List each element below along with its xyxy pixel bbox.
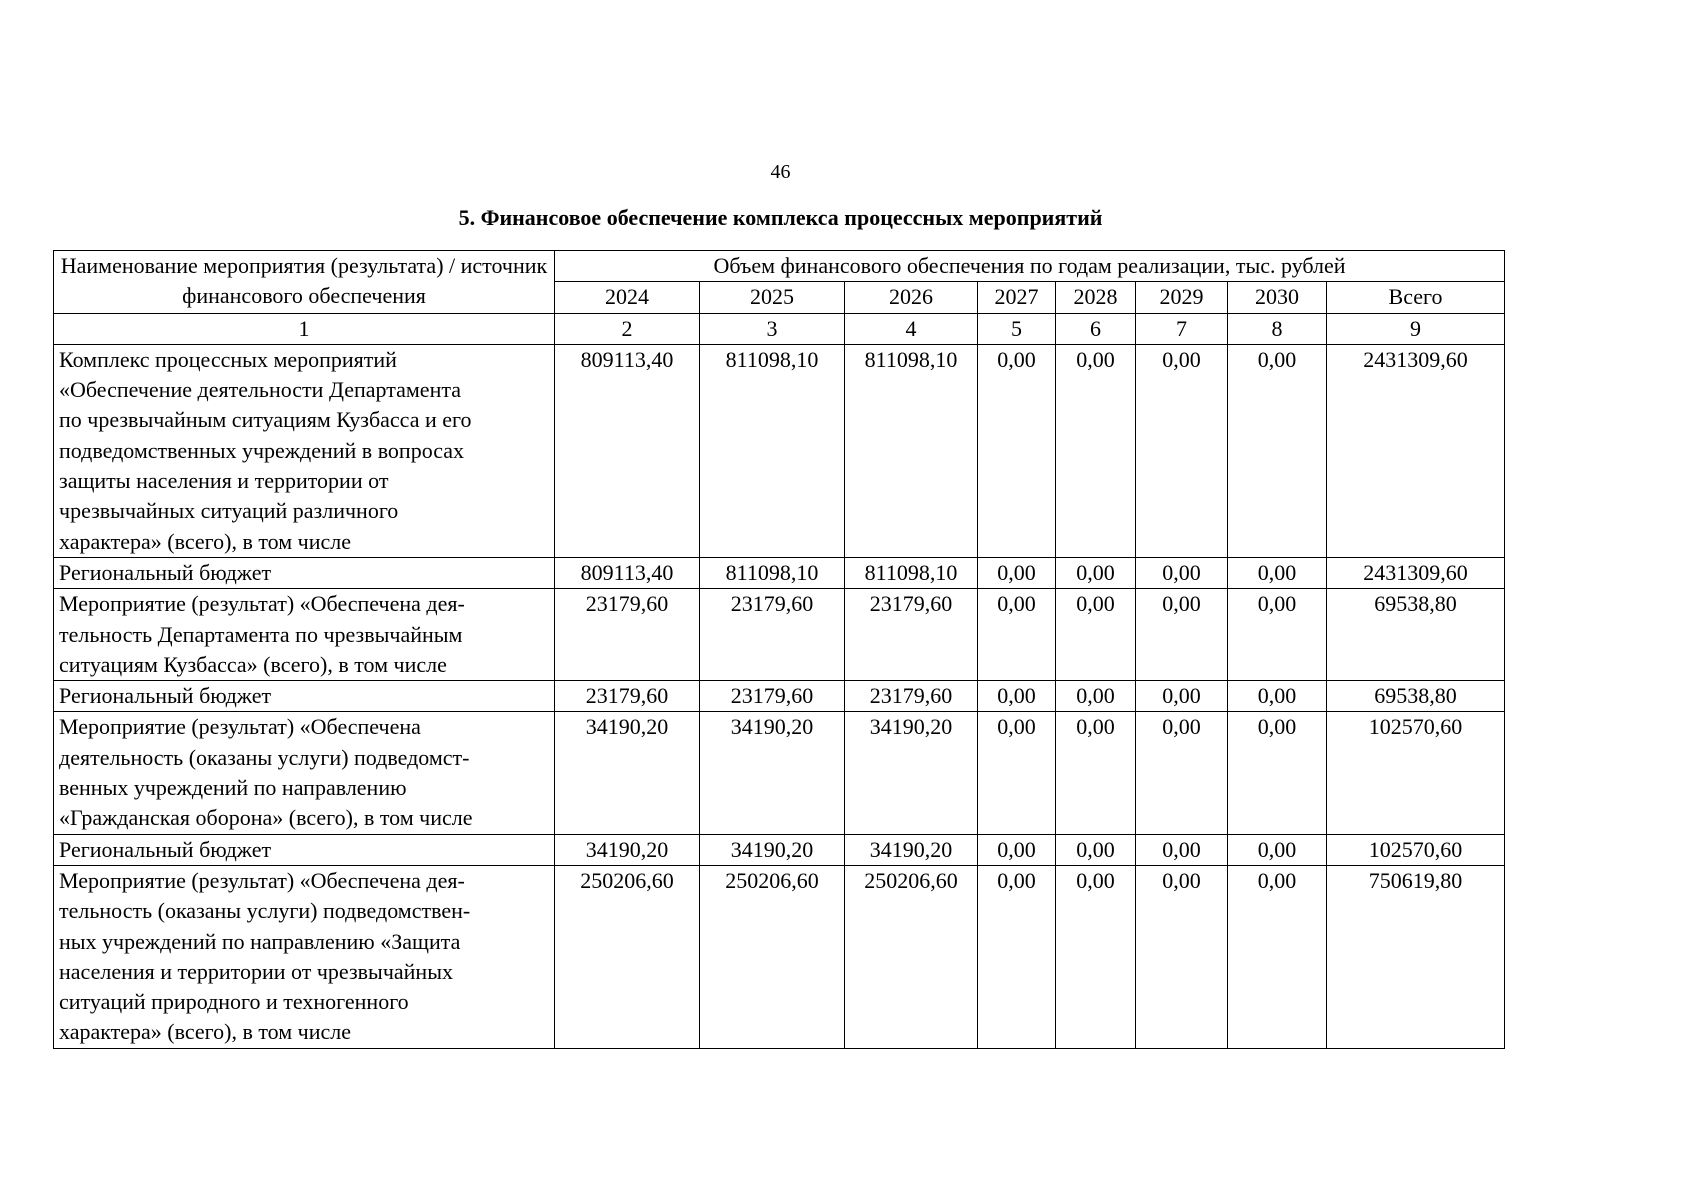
row-value-cell: 811098,10 [845,344,978,557]
row-value-cell: 0,00 [1228,344,1327,557]
header-year-cell: 2029 [1136,282,1228,313]
financing-table [53,250,1505,1049]
row-value-cell: 0,00 [1136,834,1228,865]
row-value-cell: 0,00 [1136,344,1228,557]
row-value-cell: 250206,60 [845,865,978,1048]
table-row [54,865,1505,1048]
column-number-cell: 1 [54,313,555,344]
row-total-cell: 2431309,60 [1327,344,1505,557]
row-value-cell: 0,00 [978,834,1056,865]
row-value-cell: 250206,60 [555,865,700,1048]
header-year-cell: 2025 [700,282,845,313]
column-number-cell: 2 [555,313,700,344]
row-total-cell: 2431309,60 [1327,557,1505,588]
row-value-cell: 23179,60 [845,589,978,681]
row-value-cell: 0,00 [1228,681,1327,712]
table-row [54,834,1505,865]
row-value-cell: 250206,60 [700,865,845,1048]
header-year-cell: 2024 [555,282,700,313]
row-value-cell: 0,00 [1228,834,1327,865]
row-value-cell: 0,00 [978,557,1056,588]
row-name-cell: Комплекс процессных мероприятий «Обеспечение деятельности Департамента по чрезвычайным ситуациям Кузбасса и его подведомственных учреждений в вопросах защиты населения и территории от чрезвычайных ситуаций различного характера» (всего), в том числе [54,344,555,557]
column-number-cell: 6 [1056,313,1136,344]
row-value-cell: 0,00 [1136,589,1228,681]
row-name-cell: Мероприятие (результат) «Обеспечена дея- тельность (оказаны услуги) подведомствен- ных учреждений по направлению «Защита населения и территории от чрезвычайных ситуаций природного и техногенного характера» (всего), в том числе [54,865,555,1048]
row-value-cell: 23179,60 [555,589,700,681]
row-value-cell: 809113,40 [555,344,700,557]
row-value-cell: 0,00 [1056,865,1136,1048]
row-name-cell: Региональный бюджет [54,557,555,588]
row-value-cell: 0,00 [1056,557,1136,588]
header-volume-cell: Объем финансового обеспечения по годам реализации, тыс. рублей [555,251,1505,282]
header-total-cell: Всего [1327,282,1505,313]
column-number-row [54,313,1505,344]
row-total-cell: 750619,80 [1327,865,1505,1048]
header-row-top [54,251,1505,282]
row-value-cell: 34190,20 [555,712,700,834]
column-number-cell: 4 [845,313,978,344]
row-total-cell: 102570,60 [1327,712,1505,834]
header-year-cell: 2028 [1056,282,1136,313]
row-value-cell: 0,00 [1056,834,1136,865]
row-value-cell: 0,00 [978,589,1056,681]
row-value-cell: 0,00 [978,681,1056,712]
row-value-cell: 34190,20 [555,834,700,865]
row-value-cell: 0,00 [978,865,1056,1048]
row-value-cell: 0,00 [1228,865,1327,1048]
row-name-cell: Мероприятие (результат) «Обеспечена деятельность (оказаны услуги) подведомст- венных учреждений по направлению «Гражданская оборона» (всего), в том числе [54,712,555,834]
row-value-cell: 811098,10 [700,344,845,557]
row-value-cell: 0,00 [978,712,1056,834]
row-total-cell: 102570,60 [1327,834,1505,865]
row-value-cell: 23179,60 [700,589,845,681]
row-value-cell: 811098,10 [700,557,845,588]
row-value-cell: 23179,60 [700,681,845,712]
column-number-cell: 5 [978,313,1056,344]
header-year-cell: 2030 [1228,282,1327,313]
row-value-cell: 34190,20 [845,834,978,865]
table-row [54,681,1505,712]
row-value-cell: 34190,20 [700,712,845,834]
row-value-cell: 0,00 [1056,344,1136,557]
header-name-cell: Наименование мероприятия (результата) / источник финансового обеспечения [54,251,555,314]
row-value-cell: 809113,40 [555,557,700,588]
row-value-cell: 0,00 [1056,681,1136,712]
table-row [54,712,1505,834]
table-row [54,589,1505,681]
row-name-cell: Региональный бюджет [54,681,555,712]
row-value-cell: 811098,10 [845,557,978,588]
row-total-cell: 69538,80 [1327,681,1505,712]
row-value-cell: 23179,60 [555,681,700,712]
row-total-cell: 69538,80 [1327,589,1505,681]
column-number-cell: 3 [700,313,845,344]
page-number: 46 [770,161,791,183]
column-number-cell: 7 [1136,313,1228,344]
header-year-cell: 2027 [978,282,1056,313]
row-value-cell: 0,00 [1136,681,1228,712]
section-title: 5. Финансовое обеспечение комплекса процессных мероприятий [458,205,1103,230]
row-value-cell: 0,00 [1056,712,1136,834]
row-value-cell: 34190,20 [700,834,845,865]
row-value-cell: 0,00 [1136,865,1228,1048]
row-value-cell: 23179,60 [845,681,978,712]
row-value-cell: 0,00 [1228,589,1327,681]
row-value-cell: 0,00 [1228,557,1327,588]
row-value-cell: 0,00 [1136,712,1228,834]
table-row [54,557,1505,588]
column-number-cell: 8 [1228,313,1327,344]
row-value-cell: 0,00 [1056,589,1136,681]
row-value-cell: 0,00 [1136,557,1228,588]
row-value-cell: 0,00 [978,344,1056,557]
row-name-cell: Региональный бюджет [54,834,555,865]
row-value-cell: 0,00 [1228,712,1327,834]
table-row [54,344,1505,557]
header-year-cell: 2026 [845,282,978,313]
column-number-cell: 9 [1327,313,1505,344]
row-name-cell: Мероприятие (результат) «Обеспечена дея- тельность Департамента по чрезвычайным ситуациям Кузбасса» (всего), в том числе [54,589,555,681]
row-value-cell: 34190,20 [845,712,978,834]
